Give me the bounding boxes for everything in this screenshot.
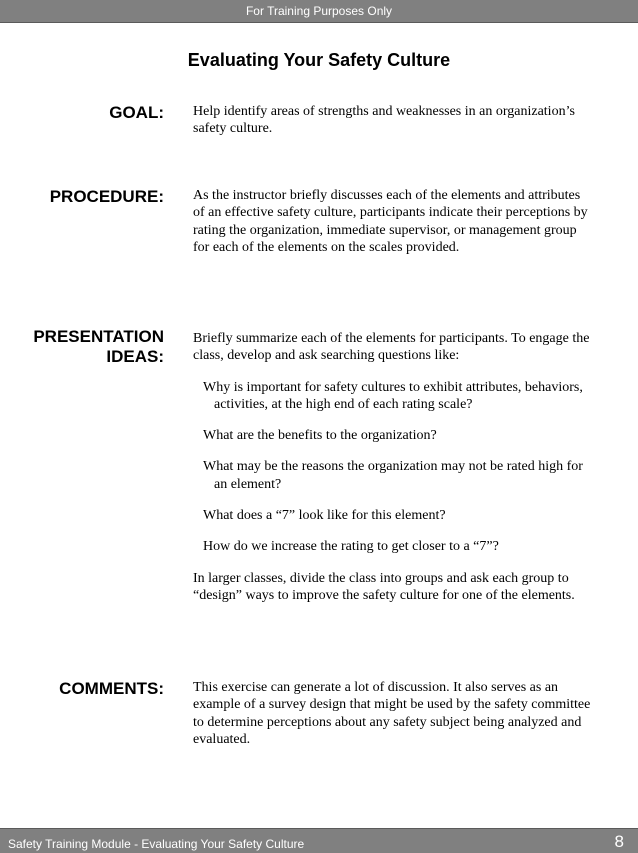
question-item: Why is important for safety cultures to exhibit attributes, behaviors, activities, at the high end of each rating scale? [203,379,583,412]
presentation-closing: In larger classes, divide the class into groups and ask each group to “design” ways to improve the safety culture for one of the elements. [193,570,575,603]
presentation-label [0,327,164,367]
banner-text: For Training Purposes Only [245,4,393,18]
question-list [193,379,593,556]
page-number: 8 [614,832,624,851]
question-item: What may be the reasons the organization may not be rated high for an element? [203,459,583,492]
goal-label: GOAL: [109,103,164,122]
presentation-intro: Briefly summarize each of the elements for participants. To engage the class, develop and ask searching questions like: [193,331,590,364]
footer-title: Safety Training Module - Evaluating Your Safety Culture [8,837,305,851]
presentation-label-line2: IDEAS: [106,347,164,366]
top-banner [0,0,638,23]
question-item: What does a “7” look like for this element? [203,508,446,524]
footer-bar [0,828,638,853]
procedure-section [193,187,593,256]
comments-label: COMMENTS: [59,679,164,698]
question-item: What are the benefits to the organization? [203,428,437,444]
procedure-text: As the instructor briefly discusses each of the elements and attributes of an effective safety culture, participants indicate their perceptions by rating the organization, immediate supervisor, or management group for each of the elements on the scales provided. [193,188,588,255]
goal-section [193,103,593,138]
question-item: How do we increase the rating to get closer to a “7”? [203,539,499,555]
procedure-label: PROCEDURE: [49,187,164,206]
presentation-section [193,330,593,604]
goal-text: Help identify areas of strengths and weaknesses in an organization’s safety culture. [193,104,575,137]
comments-text: This exercise can generate a lot of discussion. It also serves as an example of a survey design that might be used by the safety committee to determine perceptions about any safety subject being analyzed and evaluated. [193,680,591,747]
page-title: Evaluating Your Safety Culture [187,50,451,70]
presentation-label-line1: PRESENTATION [33,327,164,346]
comments-section [193,679,593,748]
